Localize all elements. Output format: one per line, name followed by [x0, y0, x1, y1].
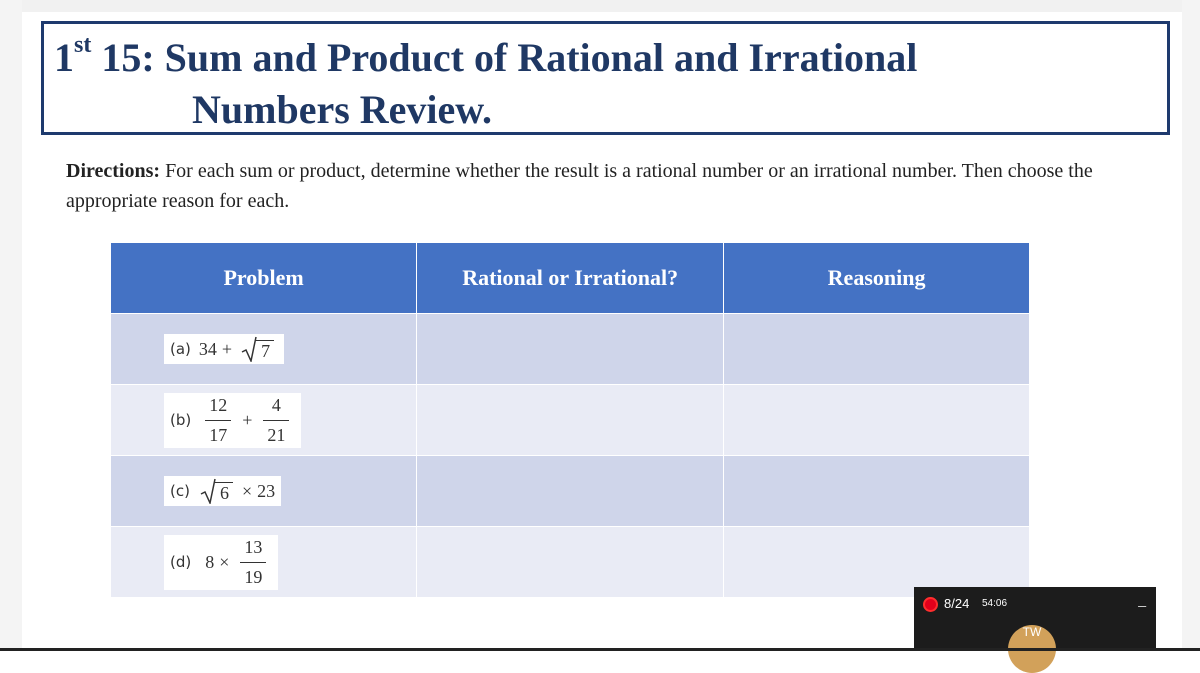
- window-right-margin: [1182, 0, 1200, 651]
- problem-cell-b: [111, 385, 417, 456]
- fraction: $\frac{4}{21}$: [263, 395, 289, 446]
- sqrt-symbol: 6: [200, 478, 233, 504]
- problem-a: (a) 34 + 7: [164, 334, 284, 364]
- answer-cell-a[interactable]: [417, 314, 724, 385]
- window-left-margin: [0, 0, 22, 651]
- problem-c: (c) 6 × 23: [164, 476, 281, 506]
- header-problem: Problem: [111, 243, 417, 314]
- problem-cell-a: [111, 314, 417, 385]
- table-row: [111, 456, 1030, 527]
- avatar: TW: [1008, 625, 1056, 673]
- table-row: [111, 527, 1030, 598]
- review-table: [110, 242, 1030, 598]
- sqrt-symbol: 7: [241, 336, 274, 362]
- fraction: $\frac{12}{17}$: [205, 395, 231, 446]
- slide-counter: 8/24: [944, 596, 970, 611]
- title-box: [41, 21, 1170, 135]
- page-title-line2: Numbers Review.: [192, 87, 492, 132]
- reasoning-cell-c[interactable]: [724, 456, 1030, 527]
- fraction: $\frac{13}{19}$: [240, 537, 266, 588]
- record-icon[interactable]: [923, 597, 938, 612]
- window-top-bar: [0, 0, 1200, 12]
- answer-cell-b[interactable]: [417, 385, 724, 456]
- minimize-button[interactable]: _: [1138, 591, 1146, 607]
- directions-text: Directions: For each sum or product, determine whether the result is a rational number or an irrational number. Then choose the appropriate reason for each.: [66, 160, 1093, 212]
- answer-cell-d[interactable]: [417, 527, 724, 598]
- header-reasoning: Reasoning: [724, 243, 1030, 314]
- problem-cell-d: [111, 527, 417, 598]
- screen-recorder-panel: [914, 587, 1156, 651]
- problem-b: (b) $\frac{12}{17}$ + $\frac{4}{21}$: [164, 393, 301, 448]
- answer-cell-c[interactable]: [417, 456, 724, 527]
- table-header-row: [111, 243, 1030, 314]
- page-title-line1: 1st 15: Sum and Product of Rational and Irrational: [54, 32, 918, 80]
- table-row: [111, 314, 1030, 385]
- reasoning-cell-b[interactable]: [724, 385, 1030, 456]
- table-row: [111, 385, 1030, 456]
- problem-cell-c: [111, 456, 417, 527]
- recording-timer: 54:06: [982, 598, 1008, 609]
- header-rational-or-irrational: Rational or Irrational?: [417, 243, 724, 314]
- reasoning-cell-a[interactable]: [724, 314, 1030, 385]
- problem-d: (d) 8 × $\frac{13}{19}$: [164, 535, 278, 590]
